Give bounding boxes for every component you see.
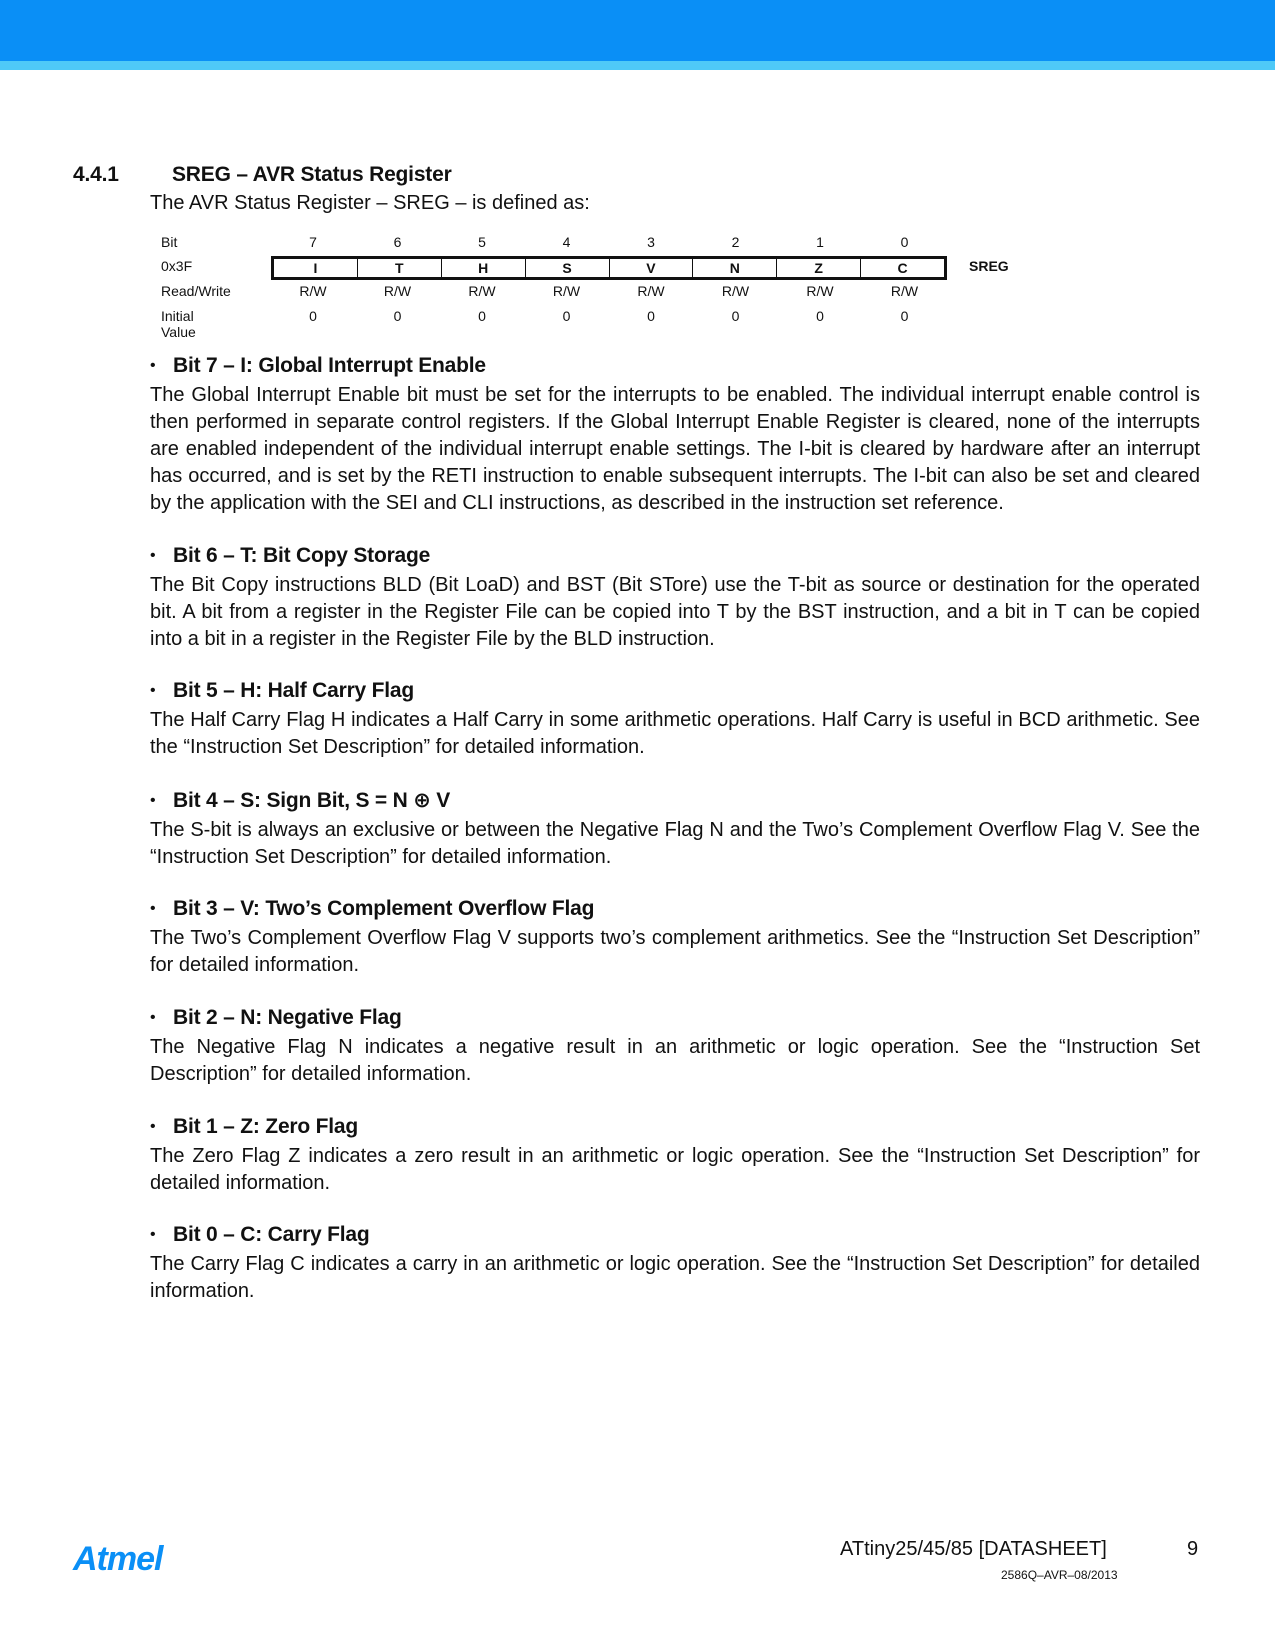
bit-number: 4 <box>562 234 571 250</box>
bullet-icon: • <box>150 547 156 564</box>
register-bit: T <box>357 259 441 277</box>
header-bar <box>0 0 1275 61</box>
footer-title: ATtiny25/45/85 [DATASHEET] <box>840 1538 1107 1560</box>
bit-heading: • Bit 0 – C: Carry Flag <box>150 1223 370 1246</box>
bit-4-section <box>150 788 1200 871</box>
bit-number: 2 <box>731 234 740 250</box>
register-name: SREG <box>969 258 1009 274</box>
section-number: 4.4.1 <box>73 163 119 186</box>
bit-access: R/W <box>806 283 834 299</box>
bit-2-section <box>150 1006 1200 1088</box>
register-bit: Z <box>776 259 860 277</box>
section-heading <box>73 163 452 187</box>
page-number: 9 <box>1187 1538 1199 1560</box>
bit-heading: • Bit 2 – N: Negative Flag <box>150 1006 402 1029</box>
row-label-read-write: Read/Write <box>161 283 231 299</box>
bit-6-section <box>150 544 1200 653</box>
bullet-icon: • <box>150 1118 156 1135</box>
row-label-initial-value: Initial Value <box>161 308 196 340</box>
bit-description: The Carry Flag C indicates a carry in an arithmetic or logic operation. See the “Instruction Set Description” for detailed information. <box>150 1253 1200 1302</box>
register-bit: H <box>441 259 525 277</box>
bullet-icon: • <box>150 792 156 809</box>
bit-heading: • Bit 1 – Z: Zero Flag <box>150 1115 359 1138</box>
bit-access: R/W <box>637 283 665 299</box>
bit-description: The Half Carry Flag H indicates a Half Carry in some arithmetic operations. Half Carry is useful in BCD arithmetic. See the “Instruction Set Description” for detailed information. <box>150 709 1200 758</box>
register-bit: S <box>525 259 609 277</box>
bullet-icon: • <box>150 900 156 917</box>
section-intro: The AVR Status Register – SREG – is defined as: <box>150 192 590 214</box>
bit-number: 0 <box>900 234 909 250</box>
bit-initial-value: 0 <box>816 308 824 324</box>
bit-access: R/W <box>721 283 750 299</box>
bit-heading: • Bit 7 – I: Global Interrupt Enable <box>150 354 486 377</box>
bit-description: The Global Interrupt Enable bit must be set for the interrupts to be enabled. The individual interrupt enable control is then performed in separate control registers. If the Global Interrupt Enable Register is cleared, none of the interrupts are enabled independent of the individual interrupt enable settings. The I-bit is cleared by hardware after an interrupt has occurred, and is set by the RETI instruction to enable subsequent interrupts. The I-bit can also be set and cleared by the application with the SEI and CLI instructions, as described in the instruction set reference. <box>150 384 1200 514</box>
register-bit: V <box>609 259 693 277</box>
bit-description: The S-bit is always an exclusive or between the Negative Flag N and the Two’s Complement Overflow Flag V. See the “Instruction Set Description” for detailed information. <box>150 819 1200 868</box>
section-title: SREG – AVR Status Register <box>172 163 452 186</box>
bullet-icon: • <box>150 357 156 374</box>
bit-0-section <box>150 1223 1200 1305</box>
bit-heading: • Bit 4 – S: Sign Bit, S = N ⊕ V <box>150 789 451 812</box>
bit-access: R/W <box>552 283 581 299</box>
bit-initial-value: 0 <box>900 308 909 324</box>
bit-heading: • Bit 6 – T: Bit Copy Storage <box>150 544 431 567</box>
bit-access: R/W <box>383 283 412 299</box>
bit-initial-value: 0 <box>562 308 571 324</box>
register-bit: N <box>692 259 776 277</box>
bit-description: The Bit Copy instructions BLD (Bit LoaD) and BST (Bit STore) use the T-bit as source or destination for the operated bit. A bit from a register in the Register File can be copied into T by the BST instruction, and a bit in T can be copied into a bit in a register in the Register File by the BLD instruction. <box>150 574 1200 650</box>
bit-1-section <box>150 1115 1200 1197</box>
document-id: 2586Q–AVR–08/2013 <box>1001 1568 1118 1582</box>
bit-initial-value: 0 <box>478 308 486 324</box>
bit-5-section <box>150 679 1200 761</box>
bit-description: The Zero Flag Z indicates a zero result in an arithmetic or logic operation. See the “Instruction Set Description” for detailed information. <box>150 1145 1200 1194</box>
atmel-logo: Atmel <box>73 1540 163 1578</box>
bit-number: 7 <box>309 234 317 250</box>
bit-3-section <box>150 897 1200 979</box>
row-label-address: 0x3F <box>161 258 193 274</box>
register-bit: C <box>860 259 944 277</box>
bit-initial-value: 0 <box>309 308 317 324</box>
bit-initial-value: 0 <box>647 308 655 324</box>
bit-access: R/W <box>890 283 919 299</box>
bullet-icon: • <box>150 682 156 699</box>
bit-number: 1 <box>816 234 824 250</box>
bit-number: 5 <box>478 234 486 250</box>
bit-access: R/W <box>468 283 496 299</box>
row-label-bit: Bit <box>161 234 178 250</box>
header-stripe <box>0 61 1275 70</box>
bit-initial-value: 0 <box>731 308 740 324</box>
bit-initial-value: 0 <box>393 308 402 324</box>
bit-description: The Negative Flag N indicates a negative result in an arithmetic or logic operation. See the “Instruction Set Description” for detailed information. <box>150 1036 1200 1085</box>
bullet-icon: • <box>150 1226 156 1243</box>
bit-description: The Two’s Complement Overflow Flag V supports two’s complement arithmetics. See the “Instruction Set Description” for detailed information. <box>150 927 1200 976</box>
register-bit: I <box>313 260 318 276</box>
bullet-icon: • <box>150 1009 156 1026</box>
bit-number: 6 <box>393 234 402 250</box>
register-bit-box <box>271 256 947 280</box>
bit-heading: • Bit 3 – V: Two’s Complement Overflow Flag <box>150 897 595 920</box>
bit-access: R/W <box>299 283 327 299</box>
bit-heading: • Bit 5 – H: Half Carry Flag <box>150 679 415 702</box>
bit-7-section <box>150 354 1200 517</box>
bit-number: 3 <box>647 234 655 250</box>
